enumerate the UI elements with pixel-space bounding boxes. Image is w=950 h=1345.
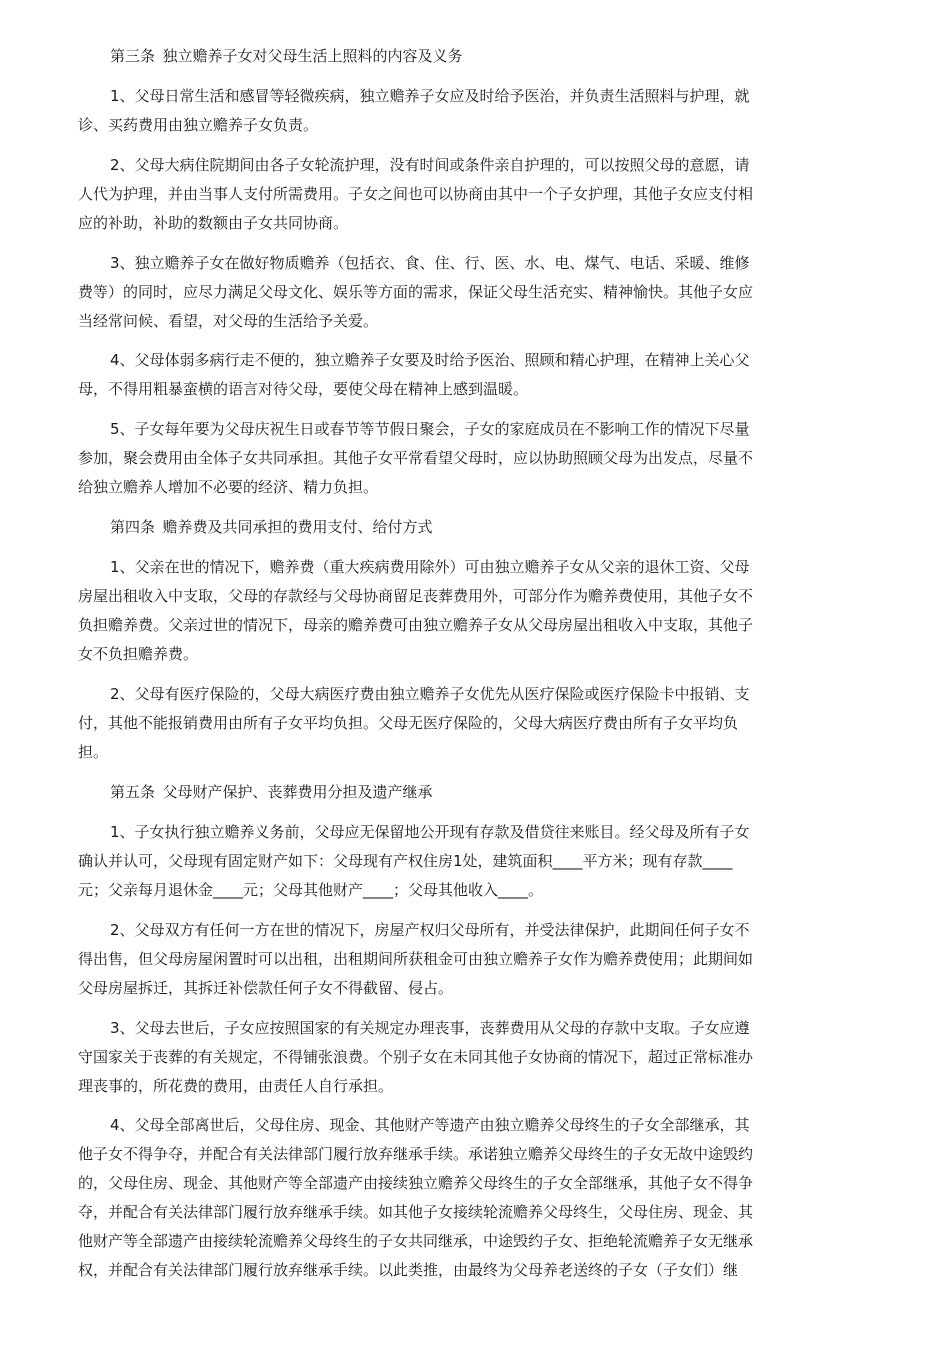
text-line: 2、父母大病住院期间由各子女轮流护理，没有时间或条件亲自护理的，可以按照父母的意愿，请	[110, 156, 750, 174]
text-line: 元；父亲每月退休金____元；父母其他财产____；父母其他收入____。	[78, 881, 544, 899]
text-line: 人代为护理，并由当事人支付所需费用。子女之间也可以协商由其中一个子女护理，其他子女应支付相	[78, 185, 754, 203]
text-line: 费等）的同时，应尽力满足父母文化、娱乐等方面的需求，保证父母生活充实、精神愉快。其他子女应	[78, 283, 754, 301]
article-heading: 第四条 赡养费及共同承担的费用支付、给付方式	[110, 518, 433, 536]
text-line: 4、父母全部离世后，父母住房、现金、其他财产等遗产由独立赡养父母终生的子女全部继承，其	[110, 1116, 750, 1134]
paragraph	[78, 346, 778, 404]
paragraph	[78, 1014, 778, 1101]
text-line: 的，父母住房、现金、其他财产等全部遗产由接续独立赡养父母终生的子女全部继承，其他子女不得争	[78, 1174, 754, 1192]
text-line: 得出售，但父母房屋闲置时可以出租，出租期间所获租金可由独立赡养子女作为赡养费使用；此期间如	[78, 950, 754, 968]
paragraph	[78, 680, 778, 767]
text-line: 参加，聚会费用由全体子女共同承担。其他子女平常看望父母时，应以协助照顾父母为出发点，尽量不	[78, 449, 754, 467]
text-line: 给独立赡养人增加不必要的经济、精力负担。	[78, 478, 379, 496]
text-line: 夺，并配合有关法律部门履行放弃继承手续。如其他子女接续轮流赡养父母终生，父母住房、现金、其	[78, 1203, 754, 1221]
text-line: 应的补助，补助的数额由子女共同协商。	[78, 214, 349, 232]
text-line: 女不负担赡养费。	[78, 645, 199, 663]
text-line: 3、父母去世后，子女应按照国家的有关规定办理丧事，丧葬费用从父母的存款中支取。子女应遵	[110, 1019, 750, 1037]
text-line: 母，不得用粗暴蛮横的语言对待父母，要使父母在精神上感到温暖。	[78, 380, 529, 398]
text-line: 守国家关于丧葬的有关规定，不得铺张浪费。个别子女在未同其他子女协商的情况下，超过正常标准办	[78, 1048, 754, 1066]
text-line: 担。	[78, 743, 109, 761]
text-line: 2、父母双方有任何一方在世的情况下，房屋产权归父母所有，并受法律保护，此期间任何子女不	[110, 921, 750, 939]
paragraph	[78, 1111, 778, 1285]
text-line: 房屋出租收入中支取，父母的存款经与父母协商留足丧葬费用外，可部分作为赡养费使用，其他子女不	[78, 587, 754, 605]
text-line: 他子女不得争夺，并配合有关法律部门履行放弃继承手续。承诺独立赡养父母终生的子女无故中途毁约	[78, 1145, 754, 1163]
article-heading: 第五条 父母财产保护、丧葬费用分担及遗产继承	[110, 783, 433, 801]
text-line: 1、父亲在世的情况下，赡养费（重大疾病费用除外）可由独立赡养子女从父亲的退休工资、父母	[110, 558, 750, 576]
text-line: 当经常问候、看望，对父母的生活给予关爱。	[78, 312, 379, 330]
text-line: 理丧事的，所花费的费用，由责任人自行承担。	[78, 1077, 394, 1095]
text-line: 5、子女每年要为父母庆祝生日或春节等节假日聚会，子女的家庭成员在不影响工作的情况下尽量	[110, 420, 750, 438]
text-line: 父母房屋拆迁，其拆迁补偿款任何子女不得截留、侵占。	[78, 979, 454, 997]
text-line: 诊、买药费用由独立赡养子女负责。	[78, 116, 319, 134]
paragraph	[78, 249, 778, 336]
paragraph	[78, 916, 778, 1003]
text-line: 他财产等全部遗产由接续轮流赡养父母终生的子女共同继承，中途毁约子女、拒绝轮流赡养子女无继承	[78, 1232, 754, 1250]
text-line: 负担赡养费。父亲过世的情况下，母亲的赡养费可由独立赡养子女从父母房屋出租收入中支取，其他子	[78, 616, 754, 634]
article-heading: 第三条 独立赡养子女对父母生活上照料的内容及义务	[110, 47, 463, 65]
paragraph	[78, 82, 778, 140]
text-line: 4、父母体弱多病行走不便的，独立赡养子女要及时给予医治、照顾和精心护理，在精神上关心父	[110, 351, 750, 369]
text-line: 付，其他不能报销费用由所有子女平均负担。父母无医疗保险的，父母大病医疗费由所有子女平均负	[78, 714, 739, 732]
text-line: 2、父母有医疗保险的，父母大病医疗费由独立赡养子女优先从医疗保险或医疗保险卡中报销、支	[110, 685, 750, 703]
paragraph	[78, 415, 778, 502]
paragraph	[78, 818, 778, 905]
text-line: 3、独立赡养子女在做好物质赡养（包括衣、食、住、行、医、水、电、煤气、电话、采暖、维修	[110, 254, 750, 272]
text-line: 1、子女执行独立赡养义务前，父母应无保留地公开现有存款及借贷往来账目。经父母及所有子女	[110, 823, 750, 841]
text-line: 权，并配合有关法律部门履行放弃继承手续。以此类推，由最终为父母养老送终的子女（子女们）继	[78, 1261, 739, 1279]
paragraph	[78, 553, 778, 669]
text-line: 1、父母日常生活和感冒等轻微疾病，独立赡养子女应及时给予医治，并负责生活照料与护理，就	[110, 87, 750, 105]
paragraph	[78, 151, 778, 238]
text-line: 确认并认可，父母现有固定财产如下：父母现有产权住房1处，建筑面积____平方米；现有存款____	[78, 852, 733, 870]
